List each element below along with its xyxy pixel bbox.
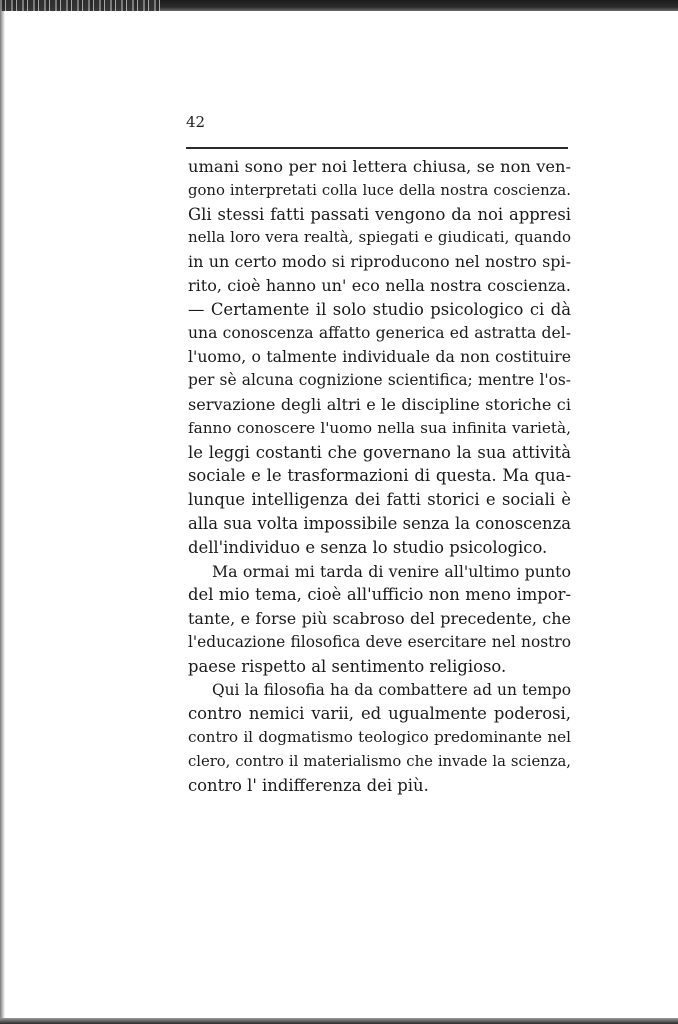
page-number: 42	[186, 113, 206, 131]
text-line: contro il dogmatismo teologico predominante nel	[188, 728, 571, 747]
text-line: alla sua volta impossibile senza la conoscenza	[188, 513, 571, 533]
text-line: contro nemici varii, ed ugualmente poderosi,	[188, 704, 571, 724]
text-line: dell'individuo e senza lo studio psicologico.	[188, 537, 548, 557]
text-line: l'uomo, o talmente individuale da non costituire	[188, 347, 571, 367]
scan-top-specks	[0, 0, 160, 11]
text-line: nella loro vera realtà, spiegati e giudicati, quando	[188, 228, 571, 247]
text-line: Gli stessi fatti passati vengono da noi appresi	[188, 204, 571, 224]
text-line: l'educazione filosofica deve esercitare nel nostro	[188, 632, 571, 651]
scan-bottom-edge	[0, 1018, 678, 1024]
text-line: in un certo modo si riproducono nel nostro spi-	[188, 252, 571, 272]
header-rule	[186, 147, 568, 149]
text-line: Ma ormai mi tarda di venire all'ultimo punto	[212, 561, 571, 581]
text-line: per sè alcuna cognizione scientifica; mentre l'os-	[188, 371, 571, 390]
text-line: del mio tema, cioè all'ufficio non meno impor-	[188, 585, 571, 605]
text-line: Qui la filosofia ha da combattere ad un tempo	[212, 680, 571, 699]
text-line: sociale e le trasformazioni di questa. Ma qua-	[188, 466, 571, 486]
body-text	[188, 155, 571, 798]
text-line: rito, cioè hanno un' eco nella nostra coscienza.	[188, 275, 571, 295]
text-line: le leggi costanti che governano la sua attività	[188, 442, 571, 462]
text-line: fanno conoscere l'uomo nella sua infinita varietà,	[188, 418, 571, 437]
text-line: paese rispetto al sentimento religioso.	[188, 656, 507, 676]
scan-top-edge	[0, 0, 678, 11]
text-line: servazione degli altri e le discipline storiche ci	[188, 394, 571, 414]
text-line: clero, contro il materialismo che invade la scienza,	[188, 752, 571, 770]
text-line: contro l' indifferenza dei più.	[188, 775, 429, 795]
scan-left-edge	[0, 11, 5, 1024]
text-line: — Certamente il solo studio psicologico ci dà	[188, 299, 571, 319]
text-line: gono interpretati colla luce della nostra coscienza.	[188, 181, 571, 199]
text-line: una conoscenza affatto generica ed astratta del-	[188, 323, 571, 342]
text-line: tante, e forse più scabroso del precedente, che	[188, 609, 571, 629]
text-line: umani sono per noi lettera chiusa, se non ven-	[188, 157, 571, 176]
text-line: lunque intelligenza dei fatti storici e sociali è	[188, 490, 571, 510]
